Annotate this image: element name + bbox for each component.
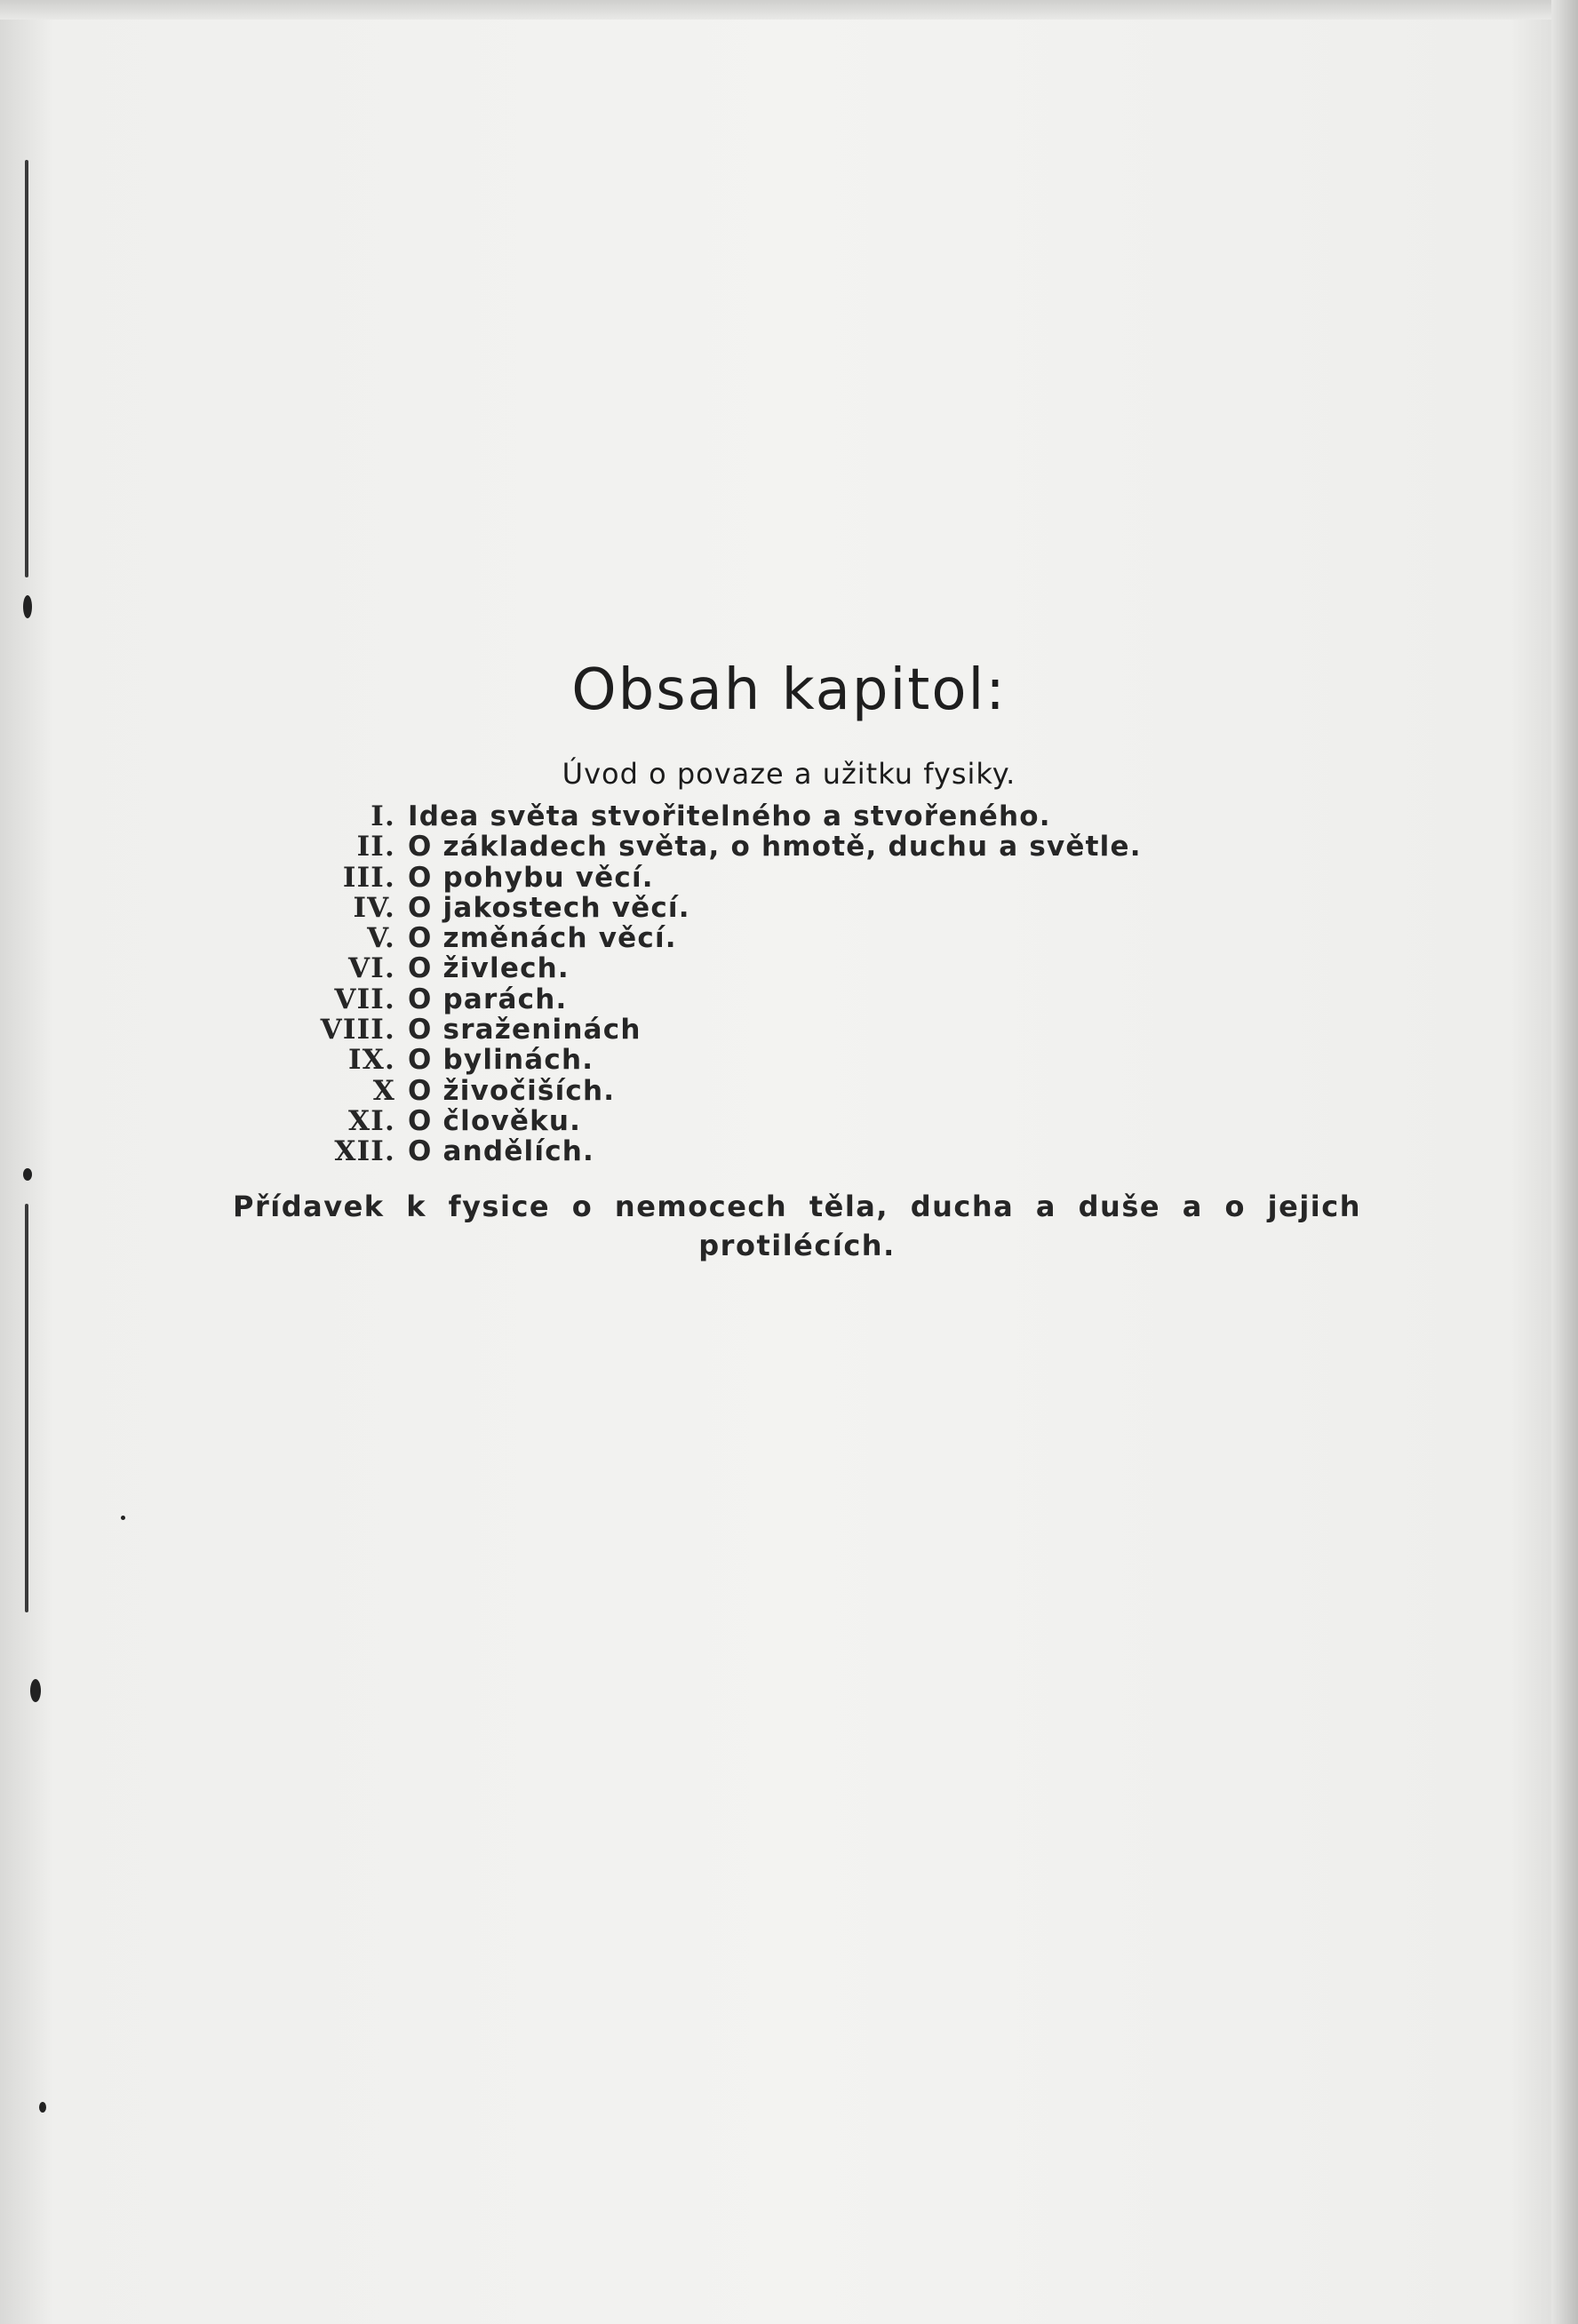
chapter-numeral: XI. <box>348 1104 395 1137</box>
chapter-numeral: XII. <box>334 1135 395 1168</box>
chapter-title: O změnách věcí. <box>408 922 677 955</box>
chapter-numeral: X <box>372 1074 395 1107</box>
list-item <box>302 953 1142 983</box>
list-item <box>302 863 1142 893</box>
chapter-numeral: IX. <box>348 1044 395 1077</box>
binding-mark <box>25 160 28 577</box>
chapter-numeral: VII. <box>334 983 395 1015</box>
chapter-title: O sraženinách <box>408 1014 642 1047</box>
list-item <box>302 1045 1142 1075</box>
chapter-title: O pohybu věcí. <box>408 861 654 894</box>
list-item <box>302 1015 1142 1045</box>
list-item <box>302 1106 1142 1136</box>
appendix-entry <box>233 1187 1361 1265</box>
scan-speck <box>121 1516 125 1520</box>
page-top-edge <box>0 0 1578 20</box>
chapter-title: O živočiších. <box>408 1074 616 1107</box>
chapter-title: Idea světa stvořitelného a stvořeného. <box>408 800 1051 832</box>
page-title: Obsah kapitol: <box>571 657 1007 723</box>
chapter-title: O člověku. <box>408 1104 582 1137</box>
intro-entry: Úvod o povaze a užitku fysiky. <box>562 757 1016 791</box>
chapter-numeral: II. <box>356 831 395 864</box>
scan-speck <box>23 1168 32 1181</box>
chapter-numeral: VIII. <box>320 1014 395 1047</box>
scan-speck <box>23 595 32 618</box>
chapter-title: O základech světa, o hmotě, duchu a světle. <box>408 831 1142 864</box>
page-right-edge <box>1551 0 1578 2324</box>
chapter-numeral: IV. <box>353 891 395 924</box>
list-item <box>302 923 1142 953</box>
chapter-numeral: III. <box>342 861 395 894</box>
chapter-title: O živlech. <box>408 952 570 985</box>
chapter-title: O andělích. <box>408 1135 595 1168</box>
list-item <box>302 893 1142 923</box>
list-item <box>302 801 1142 832</box>
chapter-title: O bylinách. <box>408 1044 594 1077</box>
appendix-line-2: protilécích. <box>698 1229 896 1262</box>
list-item <box>302 1076 1142 1106</box>
scan-speck <box>30 1679 41 1702</box>
chapter-title: O parách. <box>408 983 568 1015</box>
list-item <box>302 984 1142 1015</box>
scan-speck <box>39 2102 46 2113</box>
list-item <box>302 832 1142 862</box>
list-item <box>302 1136 1142 1166</box>
chapter-numeral: V. <box>367 922 395 955</box>
chapter-list <box>302 801 1142 1167</box>
chapter-numeral: VI. <box>348 952 395 985</box>
chapter-title: O jakostech věcí. <box>408 891 690 924</box>
binding-mark <box>25 1204 28 1612</box>
appendix-line-1: Přídavek k fysice o nemocech těla, ducha a duše a o jejich <box>233 1190 1361 1223</box>
chapter-numeral: I. <box>371 800 395 832</box>
